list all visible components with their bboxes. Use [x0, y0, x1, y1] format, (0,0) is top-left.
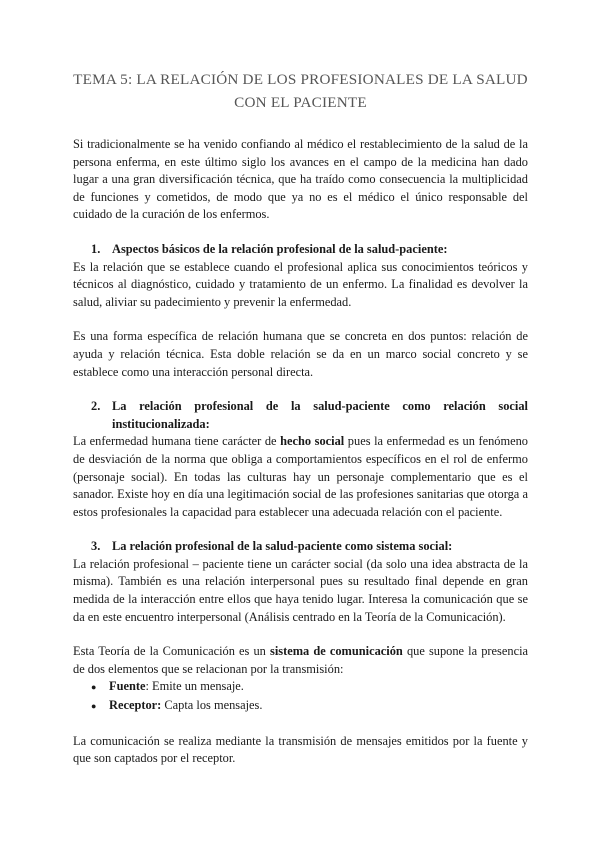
section-3-paragraph-2 — [73, 643, 528, 678]
section-2-text-start: La enfermedad humana tiene carácter de — [73, 434, 281, 449]
section-2-text-end: pues la enfermedad es un fenómeno de desviación de la norma que obliga a comportamientos específicos en el rol de enfermo (personaje social). En todas las culturas hay un personaje complementario que es el sanador. Existe hoy en día una legitimación social de las profesiones sanitarias que otorga a estos profesionales la capacidad para establecer una adecuada relación con el paciente. — [73, 434, 528, 519]
bullet-icon: ● — [91, 701, 97, 712]
section-3-heading — [73, 538, 528, 556]
section-3-bold-term: sistema de comunicación — [270, 644, 403, 659]
section-3-number: 3. — [91, 539, 101, 554]
section-3-title: La relación profesional de la salud-paciente como sistema social: — [112, 539, 453, 554]
list-item-term: Fuente — [109, 679, 146, 694]
list-item-desc: : Emite un mensaje. — [145, 679, 244, 694]
section-2-title: La relación profesional de la salud-paciente como relación social institucionalizada: — [112, 399, 528, 431]
intro-paragraph: Si tradicionalmente se ha venido confiando al médico el restablecimiento de la salud de la persona enferma, en este último siglo los avances en el campo de la medicina han dado lugar a una gran diversificación técnica, que ha traído como consecuencia la multiplicidad de funciones y cometidos, de modo que ya no es el médico el único responsable del cuidado de la curación de los enfermos. — [73, 137, 528, 222]
section-1-paragraph-2: Es una forma específica de relación humana que se concreta en dos puntos: relación de ayuda y relación técnica. Esta doble relación se da en un marco social concreto y se establece como una interacción personal directa. — [73, 329, 528, 379]
section-3-text-start: Esta Teoría de la Comunicación es un — [73, 644, 270, 659]
section-1-paragraph-1: Es la relación que se establece cuando el profesional aplica sus conocimientos teóricos y técnicos al diagnóstico, cuidado y tratamiento de un enfermo. La finalidad es devolver la salud, aliviar su padecimiento y prevenir la enfermedad. — [73, 259, 528, 309]
list-item-desc: Capta los mensajes. — [161, 698, 263, 713]
title-line-2: CON EL PACIENTE — [234, 94, 367, 111]
transmission-elements-list — [73, 678, 528, 715]
list-item — [91, 697, 528, 716]
section-1-number: 1. — [91, 241, 101, 256]
bullet-icon: ● — [91, 682, 97, 693]
section-3-text-end: que supone la presencia de dos elementos que se relacionan por la transmisión: — [73, 644, 529, 676]
section-2-heading — [73, 398, 528, 433]
section-3-paragraph-1: La relación profesional – paciente tiene un carácter social (da solo una idea abstracta de la misma). También es una relación interpersonal pues su resultado final depende en gran medida de la interacción entre ellos que haya tenido lugar. Interesa la comunicación que se da en este encuentro interpersonal (Análisis centrado en la Teoría de la Comunicación). — [73, 556, 528, 624]
list-item — [91, 678, 528, 697]
section-1-title: Aspectos básicos de la relación profesional de la salud-paciente: — [112, 241, 448, 256]
section-2-paragraph — [73, 433, 528, 521]
section-2-bold-term: hecho social — [280, 434, 345, 449]
title-line-1: TEMA 5: LA RELACIÓN DE LOS PROFESIONALES DE LA SALUD — [73, 71, 528, 88]
list-item-term: Receptor: — [109, 698, 162, 713]
page-title — [73, 68, 528, 114]
section-2-number: 2. — [91, 399, 101, 414]
section-1-heading — [73, 241, 528, 259]
closing-paragraph: La comunicación se realiza mediante la transmisión de mensajes emitidos por la fuente y que son captados por el receptor. — [73, 733, 528, 766]
